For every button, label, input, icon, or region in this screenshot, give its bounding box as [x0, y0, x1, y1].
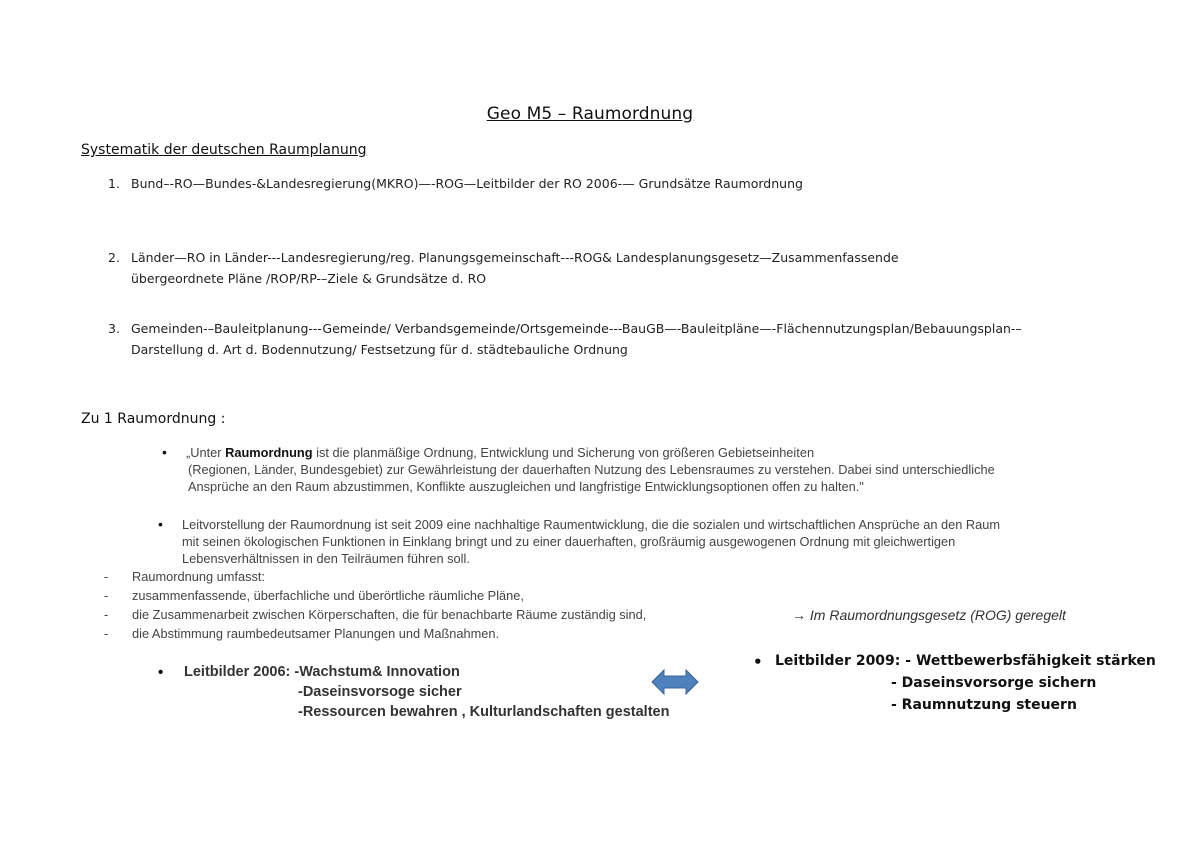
section-subtitle: Systematik der deutschen Raumplanung — [81, 142, 367, 158]
item-text-continued: Darstellung d. Art d. Bodennutzung/ Festsetzung für d. städtebauliche Ordnung — [131, 342, 628, 357]
item-number: 3. — [108, 321, 120, 336]
section-heading: Zu 1 Raumordnung : — [81, 411, 226, 427]
bullet-icon: • — [753, 653, 763, 671]
bullet-icon: • — [158, 664, 164, 681]
item-text: Gemeinden-–Bauleitplanung---Gemeinde/ Verbandsgemeinde/Ortsgemeinde---BauGB—-Bauleitpläne—-Flächennutzungsplan/Bebauungsplan-– — [131, 321, 1022, 336]
double-arrow-icon — [651, 667, 699, 697]
item-text-continued: übergeordnete Pläne /ROP/RP-–Ziele & Grundsätze d. RO — [131, 271, 487, 286]
bullet-icon: • — [158, 516, 163, 532]
item-number: 2. — [108, 250, 120, 265]
rog-reference: → Im Raumordnungsgesetz (ROG) geregelt — [792, 607, 1066, 623]
raumordnung-term: Raumordnung — [225, 445, 313, 460]
document-title: Geo M5 – Raumordnung — [486, 104, 694, 124]
bullet-icon: • — [162, 444, 167, 460]
quote-text: „Unter Raumordnung ist die planmäßige Ordnung, Entwicklung und Sicherung von größeren Gebietseinheiten (Regionen, Länder, Bundesgebiet) zur Gewährleistung der dauerhaften Nutzung des Lebensraumes zu verstehen. Dabei sind unterschiedliche Ansprüche an den Raum abzustimmen, Konflikte auszugleichen und langfristige Entwicklungsoptionen offen zu halten." — [186, 445, 995, 494]
leitvorstellung-text: Leitvorstellung der Raumordnung ist seit 2009 eine nachhaltige Raumentwicklung, die die sozialen und wirtschaftlichen Ansprüche an den Raum mit seinen ökologischen Funktionen in Einklang bringt und zu einer dauerhaften, großräumig ausgewogenen Ordnung mit gleichwertigen Lebensverhältnissen in den Teilräumen führen soll. — [182, 517, 1001, 566]
item-text: Bund–-RO—Bundes-&Landesregierung(MKRO)—-ROG—Leitbilder der RO 2006-— Grundsätze Raumordnung — [131, 176, 803, 191]
item-number: 1. — [108, 176, 120, 191]
item-text: Länder—RO in Länder---Landesregierung/reg. Planungsgemeinschaft---ROG& Landesplanungsgesetz—Zusammenfassende — [131, 250, 899, 265]
